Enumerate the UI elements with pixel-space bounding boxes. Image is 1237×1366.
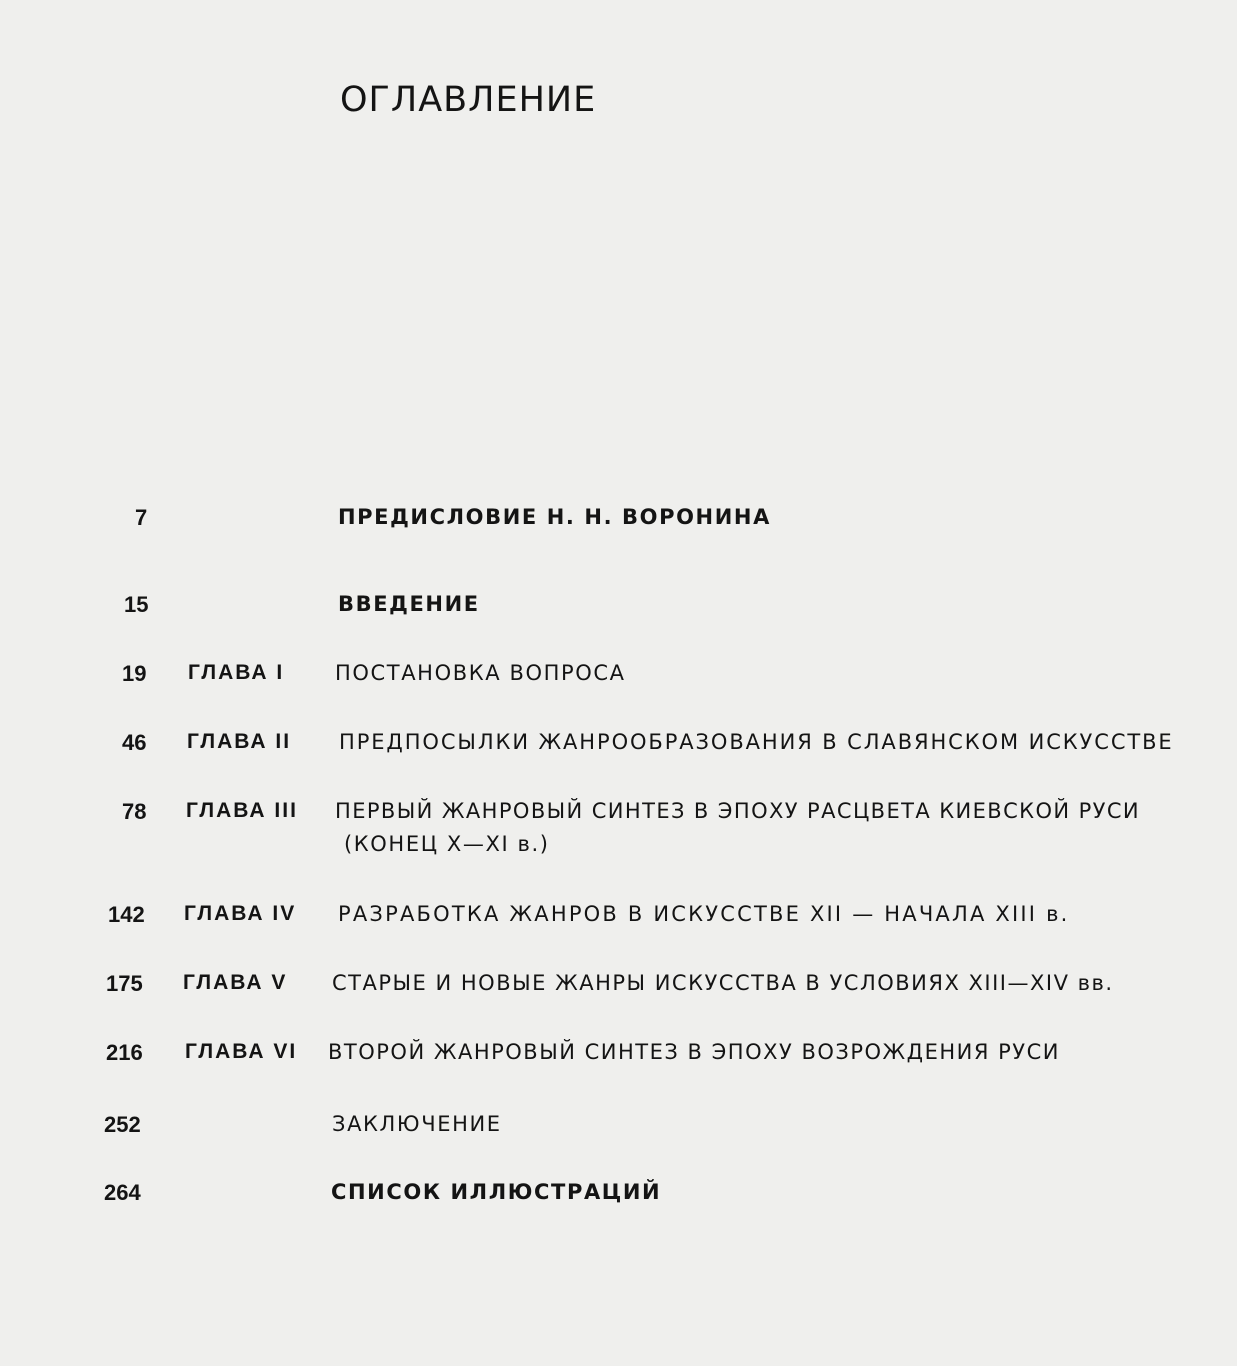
toc-page-number: 142	[108, 902, 145, 927]
toc-chapter-label: ГЛАВА I	[188, 661, 285, 684]
toc-title: СТАРЫЕ И НОВЫЕ ЖАНРЫ ИСКУССТВА В УСЛОВИЯХ XIII—XIV вв.	[332, 971, 1114, 995]
toc-entry	[0, 730, 1237, 770]
toc-title: СПИСОК ИЛЛЮСТРАЦИЙ	[331, 1180, 662, 1204]
toc-page-number: 7	[135, 505, 148, 530]
toc-title: ПРЕДИСЛОВИЕ Н. Н. ВОРОНИНА	[338, 505, 771, 529]
toc-title: ПРЕДПОСЫЛКИ ЖАНРООБРАЗОВАНИЯ В СЛАВЯНСКОМ ИСКУССТВЕ	[339, 730, 1174, 754]
toc-title: ПЕРВЫЙ ЖАНРОВЫЙ СИНТЕЗ В ЭПОХУ РАСЦВЕТА КИЕВСКОЙ РУСИ	[335, 799, 1141, 823]
toc-title: ПОСТАНОВКА ВОПРОСА	[335, 661, 626, 685]
toc-title: ЗАКЛЮЧЕНИЕ	[332, 1112, 502, 1136]
toc-title: РАЗРАБОТКА ЖАНРОВ В ИСКУССТВЕ XII — НАЧАЛА XIII в.	[338, 902, 1070, 926]
toc-page-number: 216	[106, 1040, 143, 1065]
toc-chapter-label: ГЛАВА VI	[185, 1040, 298, 1063]
toc-entry	[0, 1112, 1237, 1152]
toc-title-continuation: (КОНЕЦ X—XI в.)	[344, 832, 550, 856]
toc-page-number: 19	[122, 661, 147, 686]
toc-page-number: 252	[104, 1112, 141, 1137]
toc-entry	[0, 902, 1237, 942]
toc-chapter-label: ГЛАВА III	[186, 799, 298, 822]
toc-title: ВВЕДЕНИЕ	[338, 592, 480, 616]
toc-entry	[0, 592, 1237, 632]
page-title: ОГЛАВЛЕНИЕ	[340, 80, 597, 120]
toc-page-number: 15	[124, 592, 149, 617]
toc-entry	[0, 971, 1237, 1011]
toc-entry	[0, 661, 1237, 701]
toc-page-number: 175	[106, 971, 143, 996]
toc-page-number: 46	[122, 730, 147, 755]
toc-entry	[0, 505, 1237, 545]
toc-page-number: 78	[122, 799, 147, 824]
toc-title: ВТОРОЙ ЖАНРОВЫЙ СИНТЕЗ В ЭПОХУ ВОЗРОЖДЕНИЯ РУСИ	[328, 1040, 1060, 1064]
toc-chapter-label: ГЛАВА II	[187, 730, 292, 753]
toc-chapter-label: ГЛАВА V	[183, 971, 288, 994]
toc-page-number: 264	[104, 1180, 141, 1205]
toc-entry	[0, 1040, 1237, 1080]
toc-entry	[0, 1180, 1237, 1220]
toc-chapter-label: ГЛАВА IV	[184, 902, 297, 925]
toc-entry	[0, 799, 1237, 869]
